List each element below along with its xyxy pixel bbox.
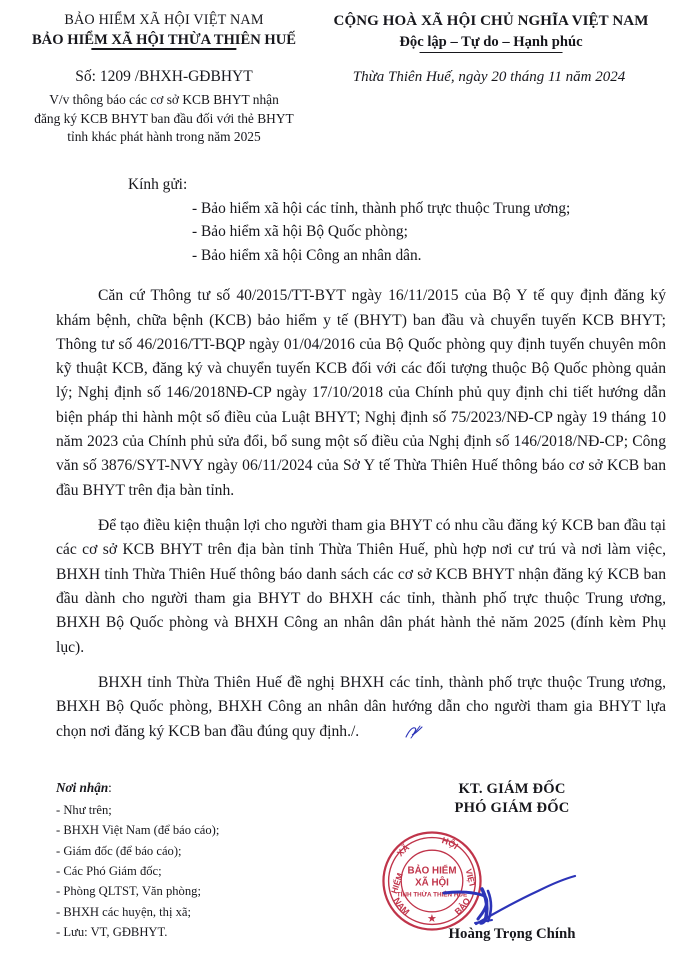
- document-subject-line-2: đăng ký KCB BHYT ban đầu đối với thẻ BHYT: [34, 110, 294, 126]
- svg-text:BẢO: BẢO: [452, 895, 473, 917]
- list-item: - Bảo hiểm xã hội Bộ Quốc phòng;: [192, 223, 408, 241]
- seal-and-signature-area: [356, 819, 668, 927]
- list-item: - Giám đốc (để báo cáo);: [56, 843, 182, 858]
- list-item: - Bảo hiểm xã hội các tỉnh, thành phố trực thuộc Trung ương;: [192, 200, 571, 218]
- document-subject-line-1: V/v thông báo các cơ sở KCB BHYT nhận: [49, 92, 279, 108]
- document-subject-line-3: tỉnh khác phát hành trong năm 2025: [67, 129, 261, 145]
- recipients-block: [0, 173, 678, 268]
- handwritten-signature: [442, 871, 592, 933]
- distribution-title-text: Nơi nhận: [56, 780, 109, 795]
- svg-text:XÃ HỘI: XÃ HỘI: [415, 877, 449, 889]
- issuing-authority-block: [14, 12, 314, 50]
- svg-text:XÃ: XÃ: [394, 841, 412, 858]
- document-subject: [14, 91, 314, 147]
- svg-text:HIỂM: HIỂM: [388, 871, 405, 895]
- svg-text:TỈNH THỪA THIÊN HUẾ: TỈNH THỪA THIÊN HUẾ: [396, 890, 468, 898]
- signer-title-line-2: PHÓ GIÁM ĐỐC: [454, 800, 570, 817]
- document-body: [0, 284, 678, 744]
- body-paragraph-3-text: BHXH tỉnh Thừa Thiên Huế đề nghị BHXH các tỉnh, thành phố trực thuộc Trung ương, BHXH Bộ Quốc phòng, BHXH Công an nhân dân hướng dẫn cho người tham gia BHYT lựa chọn nơi đăng ký KCB ban đầu đúng quy định./.: [56, 673, 666, 740]
- seal-star-icon: ★: [426, 912, 438, 925]
- initial-mark-icon: [361, 723, 383, 737]
- list-item: - BHXH Việt Nam (để báo cáo);: [56, 823, 220, 838]
- national-heading-block: [314, 12, 664, 52]
- list-item: - Lưu: VT, GĐBHYT.: [56, 925, 168, 940]
- distribution-title-colon: :: [108, 780, 112, 795]
- svg-text:HỘI: HỘI: [440, 834, 461, 851]
- body-paragraph-1: Căn cứ Thông tư số 40/2015/TT-BYT ngày 16/11/2015 của Bộ Y tế quy định đăng ký khám bệnh, chữa bệnh (KCB) bảo hiểm y tế (BHYT) ban đầu và chuyển tuyến KCB BHYT; Thông tư số 46/2016/TT-BQP ngày 01/04/2016 của Bộ Quốc phòng quy định tuyến chuyên môn kỹ thuật KCB, đăng ký và chuyển tuyến KCB đối với các đối tượng thuộc Bộ Quốc phòng quản lý; Nghị định số 146/2018NĐ-CP ngày 17/10/2018 của Chính phủ quy định chi tiết hướng dẫn biện pháp thi hành một số điều của Luật BHYT; Nghị định số 75/2023/NĐ-CP ngày 19 tháng 10 năm 2023 của Chính phủ sửa đổi, bổ sung một số điều của Nghị định số 146/2018/NĐ-CP; Công văn số 3876/SYT-NVY ngày 06/11/2024 của Sở Y tế Thừa Thiên Huế thông báo cơ sở KCB ban đầu BHYT trên địa bàn tỉnh.: [56, 287, 666, 499]
- list-item: - Phòng QLTST, Văn phòng;: [56, 884, 201, 899]
- document-header: [0, 0, 678, 52]
- document-reference-block: [14, 67, 314, 146]
- svg-text:BẢO HIỂM: BẢO HIỂM: [407, 865, 457, 877]
- svg-text:VIỆT: VIỆT: [463, 867, 478, 888]
- national-title: CỘNG HOÀ XÃ HỘI CHỦ NGHĨA VIỆT NAM: [333, 13, 649, 29]
- signature-block: [356, 778, 668, 944]
- list-item: - Bảo hiểm xã hội Công an nhân dân.: [192, 246, 422, 264]
- distribution-block: [56, 778, 356, 943]
- place-date-block: [314, 67, 664, 86]
- distribution-list: [56, 800, 356, 943]
- salutation: Kính gửi:: [128, 175, 188, 193]
- body-paragraph-3: [56, 671, 666, 744]
- signer-title-line-1: KT. GIÁM ĐỐC: [458, 781, 566, 797]
- issuing-organization-name: BẢO HIỂM XÃ HỘI THỪA THIÊN HUẾ: [31, 31, 297, 48]
- document-meta-row: [0, 67, 678, 146]
- signer-name: Hoàng Trọng Chính: [448, 925, 576, 942]
- document-footer: [0, 778, 678, 944]
- distribution-title: [56, 778, 356, 798]
- place-and-date: Thừa Thiên Huế, ngày 20 tháng 11 năm 2024: [352, 69, 626, 86]
- document-number: Số: 1209 /BHXH-GĐBHYT: [75, 68, 253, 86]
- body-paragraph-2: Để tạo điều kiện thuận lợi cho người tham gia BHYT có nhu cầu đăng ký KCB ban đầu tại các cơ sở KCB BHYT trên địa bàn tỉnh Thừa Thiên Huế, phù hợp nơi cư trú và nơi làm việc, BHXH tỉnh Thừa Thiên Huế thông báo danh sách các cơ sở KCB BHYT nhận đăng ký KCB ban đầu dành cho người tham gia BHYT do BHXH các tỉnh, thành phố trực thuộc Trung ương, BHXH Bộ Quốc phòng và BHXH Công an nhân dân phát hành thẻ năm 2025 (đính kèm Phụ lục).: [56, 517, 666, 656]
- parent-organization-name: BẢO HIỂM XÃ HỘI VIỆT NAM: [64, 12, 264, 28]
- list-item: - Các Phó Giám đốc;: [56, 863, 162, 878]
- list-item: - BHXH các huyện, thị xã;: [56, 904, 191, 919]
- svg-text:NAM: NAM: [391, 895, 412, 917]
- list-item: - Như trên;: [56, 802, 112, 817]
- recipient-list: [128, 197, 678, 267]
- national-motto: Độc lập – Tự do – Hạnh phúc: [399, 33, 582, 53]
